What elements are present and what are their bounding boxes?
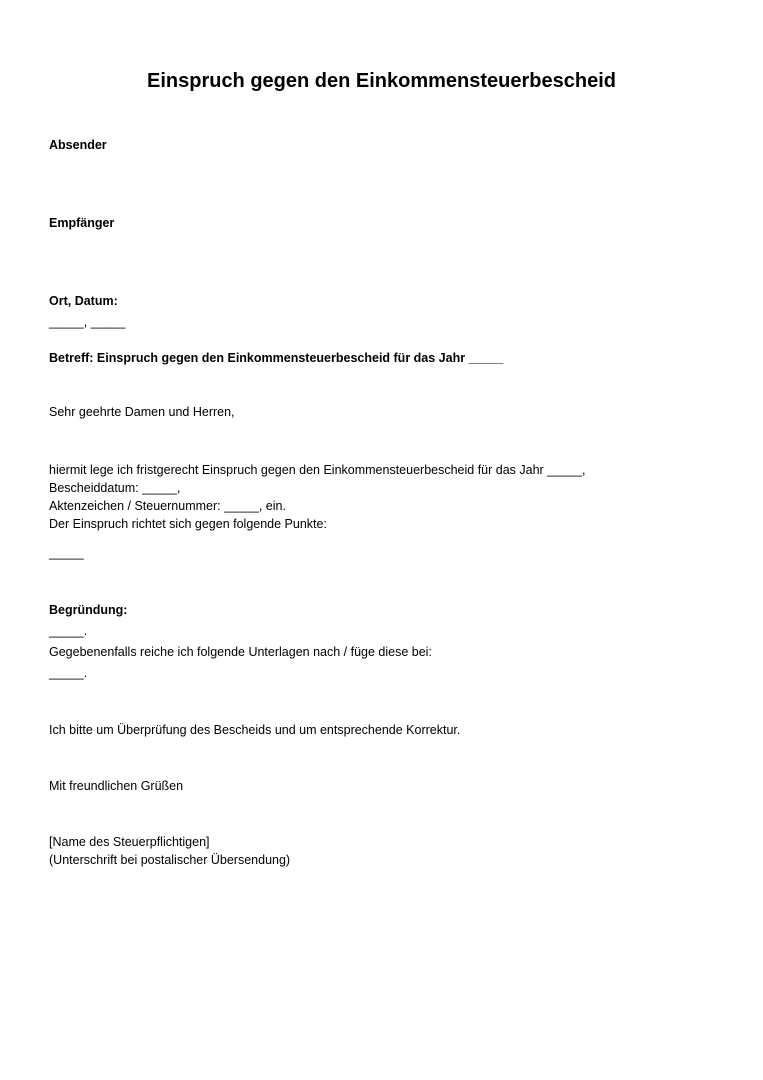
closing-text: Mit freundlichen Grüßen xyxy=(49,779,184,793)
body-line: _____ xyxy=(49,546,84,560)
body-line: Bescheiddatum: _____, xyxy=(49,481,181,495)
signature-name: [Name des Steuerpflichtigen] xyxy=(49,835,210,849)
place-date-value: _____, _____ xyxy=(49,315,126,329)
body-line: hiermit lege ich fristgerecht Einspruch gegen den Einkommensteuerbescheid für das Jahr _____, xyxy=(49,463,586,477)
place-date-label: Ort, Datum: xyxy=(49,294,118,308)
sender-label: Absender xyxy=(49,138,107,152)
body-line: Der Einspruch richtet sich gegen folgende Punkte: xyxy=(49,517,327,531)
reasoning-line: _____. xyxy=(49,666,88,680)
document-title: Einspruch gegen den Einkommensteuerbescheid xyxy=(146,70,616,92)
body-line: Aktenzeichen / Steuernummer: _____, ein. xyxy=(49,499,286,513)
reasoning-line: _____. xyxy=(49,624,88,638)
recipient-label: Empfänger xyxy=(49,216,115,230)
salutation: Sehr geehrte Damen und Herren, xyxy=(49,405,235,419)
reasoning-label: Begründung: xyxy=(49,603,128,617)
subject-line: Betreff: Einspruch gegen den Einkommensteuerbescheid für das Jahr _____ xyxy=(49,351,504,365)
signature-note: (Unterschrift bei postalischer Übersendung) xyxy=(49,853,291,867)
request-text: Ich bitte um Überprüfung des Bescheids und um entsprechende Korrektur. xyxy=(49,723,461,737)
reasoning-line: Gegebenenfalls reiche ich folgende Unterlagen nach / füge diese bei: xyxy=(49,645,432,659)
